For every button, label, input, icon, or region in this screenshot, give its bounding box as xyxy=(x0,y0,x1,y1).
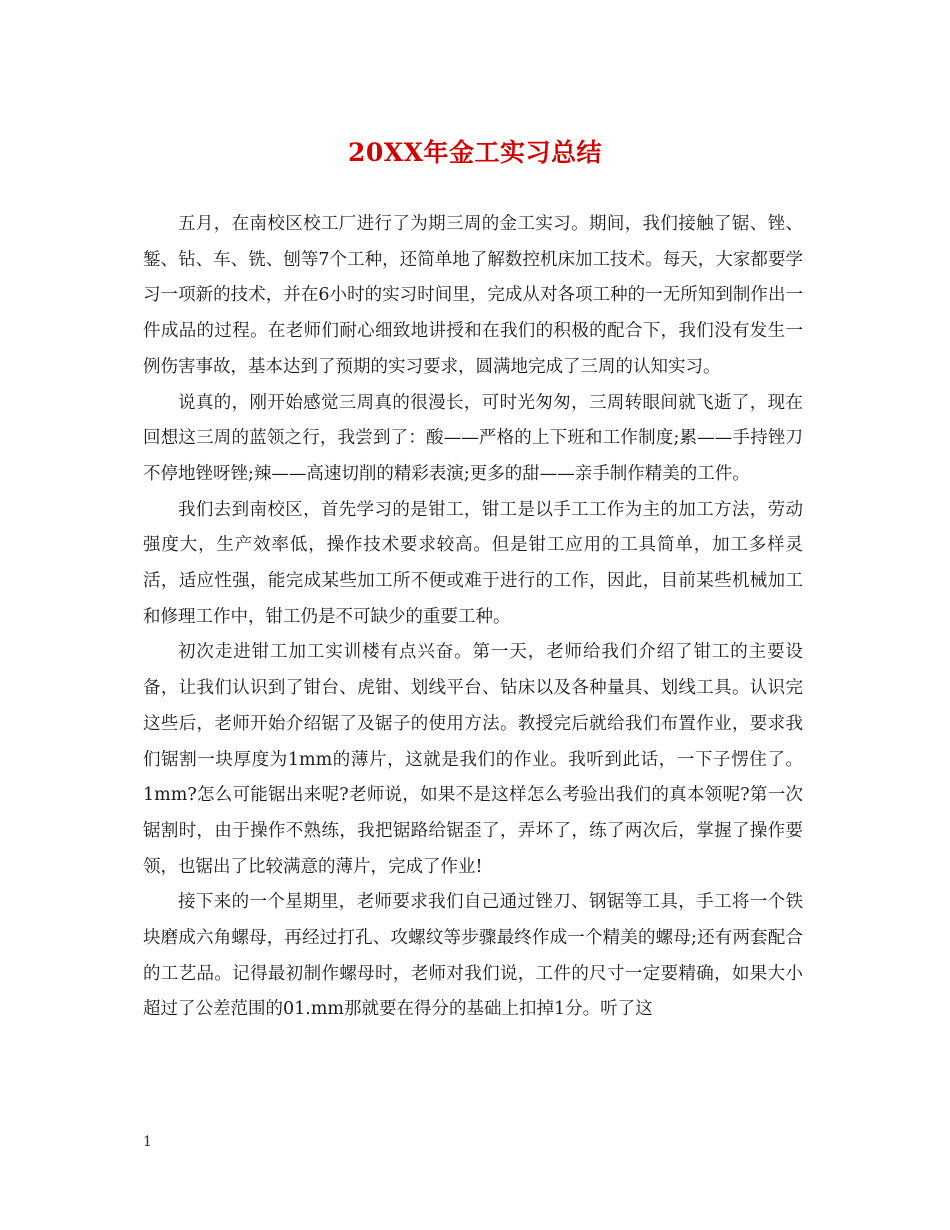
page-number: 1 xyxy=(143,1134,152,1150)
paragraph: 说真的，刚开始感觉三周真的很漫长，可时光匆匆，三周转眼间就飞逝了，现在回想这三周的蓝领之行，我尝到了：酸——严格的上下班和工作制度;累——手持锉刀不停地锉呀锉;辣——高速切削的精彩表演;更多的甜——亲手制作精美的工件。 xyxy=(143,392,803,484)
paragraph: 初次走进钳工加工实训楼有点兴奋。第一天，老师给我们介绍了钳工的主要设备，让我们认识到了钳台、虎钳、划线平台、钻床以及各种量具、划线工具。认识完这些后，老师开始介绍锯了及锯子的使用方法。教授完后就给我们布置作业，要求我们锯割一块厚度为1mm的薄片，这就是我们的作业。我听到此话，一下子愣住了。1mm?怎么可能锯出来呢?老师说，如果不是这样怎么考验出我们的真本领呢?第一次锯割时，由于操作不熟练，我把锯路给锯歪了，弄坏了，练了两次后，掌握了操作要领，也锯出了比较满意的薄片，完成了作业! xyxy=(143,642,803,877)
paragraph: 五月，在南校区校工厂进行了为期三周的金工实习。期间，我们接触了锯、锉、錾、钻、车、铣、刨等7个工种，还简单地了解数控机床加工技术。每天，大家都要学习一项新的技术，并在6小时的实习时间里，完成从对各项工种的一无所知到制作出一件成品的过程。在老师们耐心细致地讲授和在我们的积极的配合下，我们没有发生一例伤害事故，基本达到了预期的实习要求，圆满地完成了三周的认知实习。 xyxy=(143,214,803,377)
document-body xyxy=(143,207,803,1028)
paragraph: 我们去到南校区，首先学习的是钳工，钳工是以手工工作为主的加工方法，劳动强度大，生产效率低，操作技术要求较高。但是钳工应用的工具简单，加工多样灵活，适应性强，能完成某些加工所不便或难于进行的工作，因此，目前某些机械加工和修理工作中，钳工仍是不可缺少的重要工种。 xyxy=(143,499,803,627)
paragraph: 接下来的一个星期里，老师要求我们自己通过锉刀、钢锯等工具，手工将一个铁块磨成六角螺母，再经过打孔、攻螺纹等步骤最终作成一个精美的螺母;还有两套配合的工艺品。记得最初制作螺母时，老师对我们说，工件的尺寸一定要精确，如果大小超过了公差范围的01.mm那就要在得分的基础上扣掉1分。听了这 xyxy=(143,892,803,1020)
document-title: 20XX年金工实习总结 xyxy=(347,138,603,167)
